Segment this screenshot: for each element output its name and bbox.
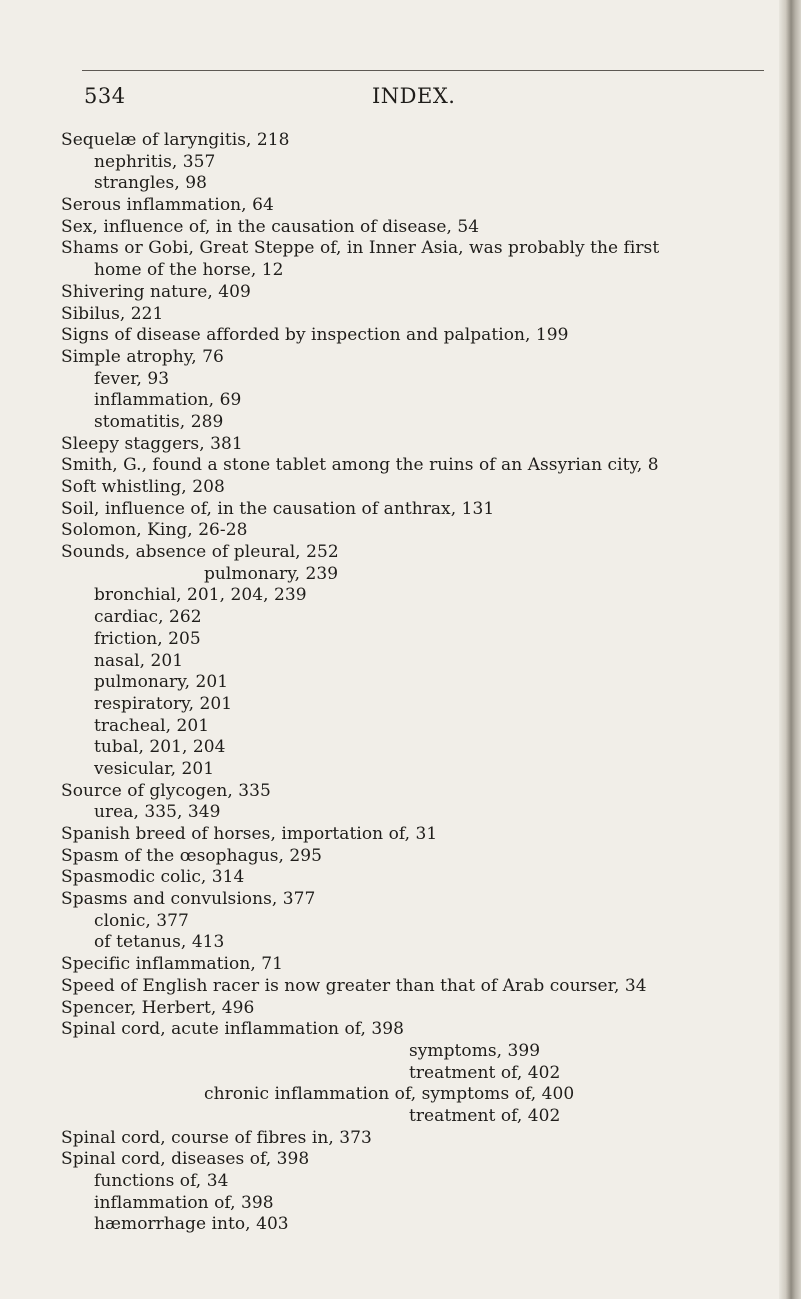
index-list	[61, 130, 761, 1236]
header-rule	[82, 70, 764, 71]
index-entry: Spasms and convulsions, 377	[61, 889, 316, 910]
index-subentry: stomatitis, 289	[94, 411, 224, 432]
index-subentry: fever, 93	[94, 368, 170, 389]
index-entry: Speed of English racer is now greater than that of Arab courser, 34	[61, 975, 647, 996]
index-subentry: urea, 335, 349	[94, 802, 221, 823]
index-subentry: tracheal, 201	[94, 715, 210, 736]
index-entry: Soft whistling, 208	[61, 477, 225, 497]
index-subentry: chronic inflammation of, symptoms of, 400	[204, 1084, 575, 1105]
index-entry: Soil, influence of, in the causation of anthrax, 131	[61, 498, 495, 519]
index-subentry: pulmonary, 239	[204, 563, 339, 584]
index-subentry: vesicular, 201	[94, 758, 215, 779]
index-entry: Shivering nature, 409	[61, 281, 251, 302]
index-subentry: nephritis, 357	[94, 151, 216, 172]
index-entry: Spencer, Herbert, 496	[61, 997, 255, 1018]
index-entry: Serous inflammation, 64	[61, 195, 274, 216]
index-subentry: of tetanus, 413	[94, 932, 225, 953]
index-subentry: inflammation of, 398	[94, 1192, 274, 1213]
index-entry: Source of glycogen, 335	[61, 780, 271, 801]
index-entry: Shams or Gobi, Great Steppe of, in Inner Asia, was probably the first	[61, 238, 660, 259]
index-subentry: respiratory, 201	[94, 693, 233, 714]
index-subentry: home of the horse, 12	[94, 260, 284, 281]
page-header	[84, 84, 764, 110]
page-edge-shadow	[779, 0, 801, 1299]
index-entry: Spasmodic colic, 314	[61, 867, 245, 888]
index-entry: Solomon, King, 26-28	[61, 520, 248, 541]
index-subentry: treatment of, 402	[409, 1105, 561, 1126]
index-entry: Spinal cord, acute inflammation of, 398	[61, 1019, 404, 1040]
index-subentry: cardiac, 262	[94, 607, 202, 628]
index-entry: Spasm of the œsophagus, 295	[61, 845, 322, 866]
index-subentry: hæmorrhage into, 403	[94, 1214, 289, 1235]
index-subentry: nasal, 201	[94, 650, 184, 671]
index-subentry: symptoms, 399	[409, 1040, 541, 1061]
index-entry: Specific inflammation, 71	[61, 954, 283, 975]
index-subentry: tubal, 201, 204	[94, 737, 226, 758]
index-entry: Simple atrophy, 76	[61, 346, 224, 367]
index-entry: Smith, G., found a stone tablet among the ruins of an Assyrian city, 8	[61, 455, 659, 476]
index-entry: Sequelæ of laryngitis, 218	[61, 130, 290, 150]
index-entry: Sounds, absence of pleural, 252	[61, 542, 339, 563]
page-number: 534	[84, 84, 126, 108]
index-entry: Spinal cord, diseases of, 398	[61, 1149, 310, 1170]
index-subentry: treatment of, 402	[409, 1062, 561, 1083]
index-entry: Sex, influence of, in the causation of disease, 54	[61, 216, 480, 237]
index-entry: Sibilus, 221	[61, 303, 164, 324]
index-entry: Sleepy staggers, 381	[61, 433, 243, 454]
index-entry: Signs of disease afforded by inspection and palpation, 199	[61, 325, 569, 346]
index-subentry: strangles, 98	[94, 173, 207, 194]
running-title: INDEX.	[372, 84, 456, 108]
index-subentry: bronchial, 201, 204, 239	[94, 585, 307, 606]
index-subentry: functions of, 34	[94, 1171, 229, 1191]
index-entry: Spinal cord, course of fibres in, 373	[61, 1127, 372, 1148]
index-subentry: pulmonary, 201	[94, 672, 229, 693]
index-subentry: inflammation, 69	[94, 390, 242, 411]
index-subentry: clonic, 377	[94, 910, 189, 931]
index-entry: Spanish breed of horses, importation of, 31	[61, 824, 438, 844]
index-subentry: friction, 205	[94, 628, 201, 649]
